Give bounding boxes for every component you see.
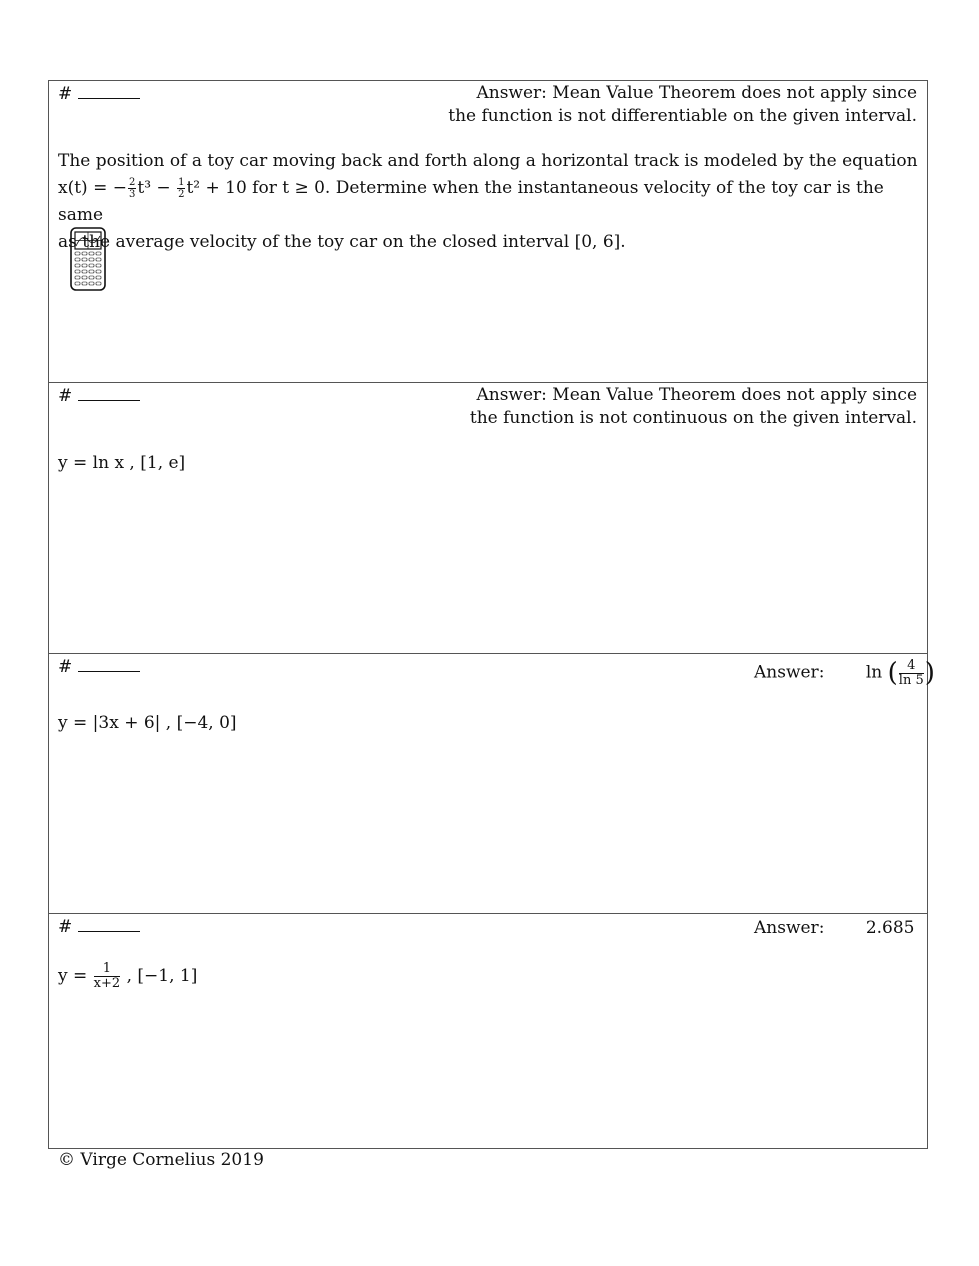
- problem-card-4: [49, 914, 927, 1150]
- answer-value: 2.685: [865, 918, 915, 938]
- fraction: $\frac{1}{2}$: [178, 177, 185, 200]
- problem-number-blank: #: [58, 657, 140, 677]
- answer-text: Answer: 2.685: [754, 918, 915, 938]
- answer-text: Answer: ln ( $\frac{4}{\ln 5}$ ): [754, 657, 935, 688]
- worksheet: [48, 80, 935, 1149]
- problem-text: y = |3x + 6| , [−4, 0]: [58, 713, 237, 733]
- problem-card-1: [49, 81, 927, 383]
- copyright-footer: © Virge Cornelius 2019: [58, 1150, 264, 1170]
- problem-intro: The position of a toy car moving back and forth along a horizontal track is modeled by the equation: [58, 151, 918, 171]
- problem-text: y = ln x , [1, e]: [58, 453, 186, 473]
- problem-text: [58, 148, 918, 256]
- answer-value: ln ( $\frac{4}{\ln 5}$ ): [865, 657, 935, 688]
- fraction: $\frac{4}{\ln 5}$: [898, 657, 924, 688]
- answer-text: Answer: Mean Value Theorem does not apply since the function is not differentiable on the given interval.: [448, 83, 917, 126]
- fraction: $\frac{2}{3}$: [128, 177, 136, 200]
- problem-text: y = $\frac{1}{x+2}$ , [−1, 1]: [58, 961, 198, 991]
- calculator-icon: [70, 227, 106, 291]
- answer-text: Answer: Mean Value Theorem does not apply since the function is not continuous on the given interval.: [469, 385, 917, 428]
- fraction: $\frac{1}{x+2}$: [93, 961, 121, 991]
- problem-outro: as the average velocity of the toy car on the closed interval [0, 6].: [58, 232, 626, 252]
- problem-card-2: [49, 383, 927, 654]
- problem-number-blank: #: [58, 84, 140, 104]
- equation-line: x(t) = − $\frac{2}{3}$ t³ − $\frac{1}{2}$ t² + 10 for t ≥ 0. Determine when the instantaneous velocity of the toy car is the same: [58, 177, 884, 225]
- problem-number-blank: #: [58, 386, 140, 406]
- problem-number-blank: #: [58, 917, 140, 937]
- problem-card-3: [49, 654, 935, 914]
